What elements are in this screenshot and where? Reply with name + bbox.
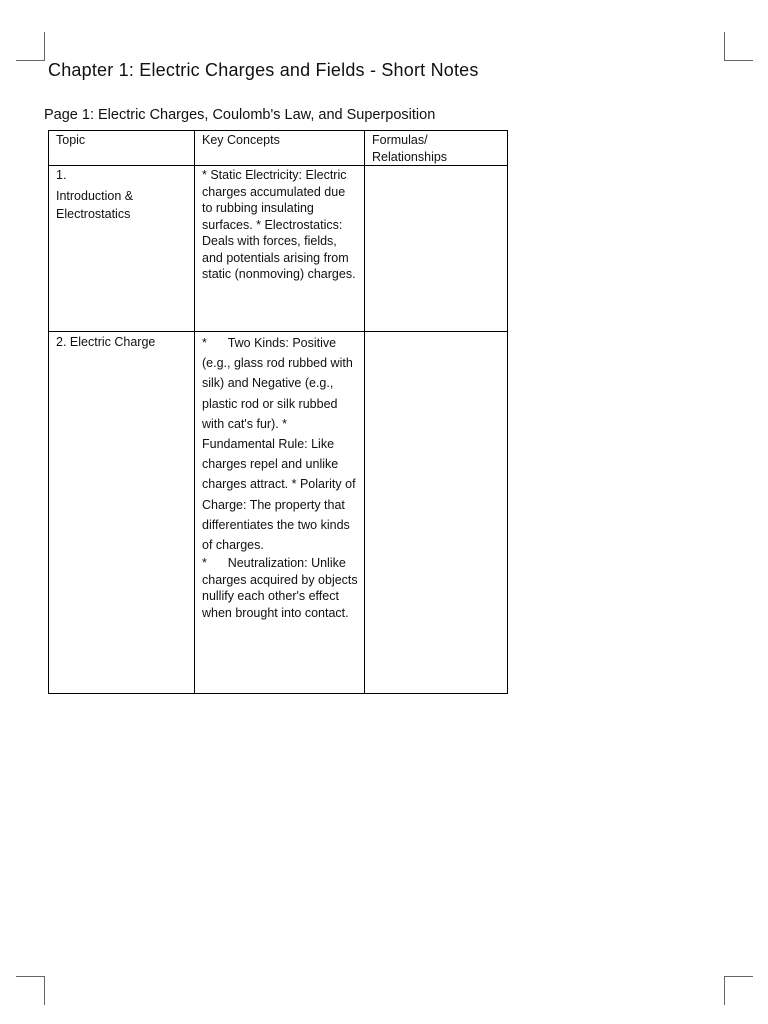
topic-name: Electric Charge (69, 335, 156, 349)
key-concepts-text: * Static Electricity: Electric charges accumulated due to rubbing insulating surfaces. * Electrostatics: Deals with forces, fields, and potentials arising from static (nonmoving) charges. (202, 168, 356, 281)
document-title: Chapter 1: Electric Charges and Fields - Short Notes (48, 60, 479, 80)
table-row (49, 332, 508, 694)
topic-name: Introduction & Electrostatics (56, 188, 134, 221)
key-concepts-cell (195, 332, 365, 694)
topic-cell (49, 332, 195, 694)
topic-cell (49, 166, 195, 332)
topic-number: 2. (56, 335, 67, 349)
formulas-cell (365, 166, 508, 332)
key-concepts-text-continued: * Neutralization: Unlike charges acquired by objects nullify each other's effect when brought into contact. (202, 556, 358, 620)
formulas-cell (365, 332, 508, 694)
topic-number: 1. (56, 168, 67, 182)
key-concepts-text: * Two Kinds: Positive (e.g., glass rod rubbed with silk) and Negative (e.g., plastic rod or silk rubbed with cat's fur). * Fundamental Rule: Like charges repel and unlike charges attract. * Polarity of Charge: The property that differentiates the two kinds of charges. (202, 336, 356, 553)
column-header-topic: Topic (49, 131, 195, 166)
key-concepts-cell (195, 166, 365, 332)
table-header-row (49, 131, 508, 166)
table-row (49, 166, 508, 332)
crop-mark-top-left (16, 32, 45, 61)
section-heading: Page 1: Electric Charges, Coulomb's Law, and Superposition (44, 107, 436, 123)
column-header-formulas: Formulas/ Relationships (365, 131, 508, 166)
crop-mark-top-right (724, 32, 753, 61)
column-header-key-concepts: Key Concepts (195, 131, 365, 166)
crop-mark-bottom-left (16, 976, 45, 1005)
crop-mark-bottom-right (724, 976, 753, 1005)
notes-table (48, 130, 508, 694)
